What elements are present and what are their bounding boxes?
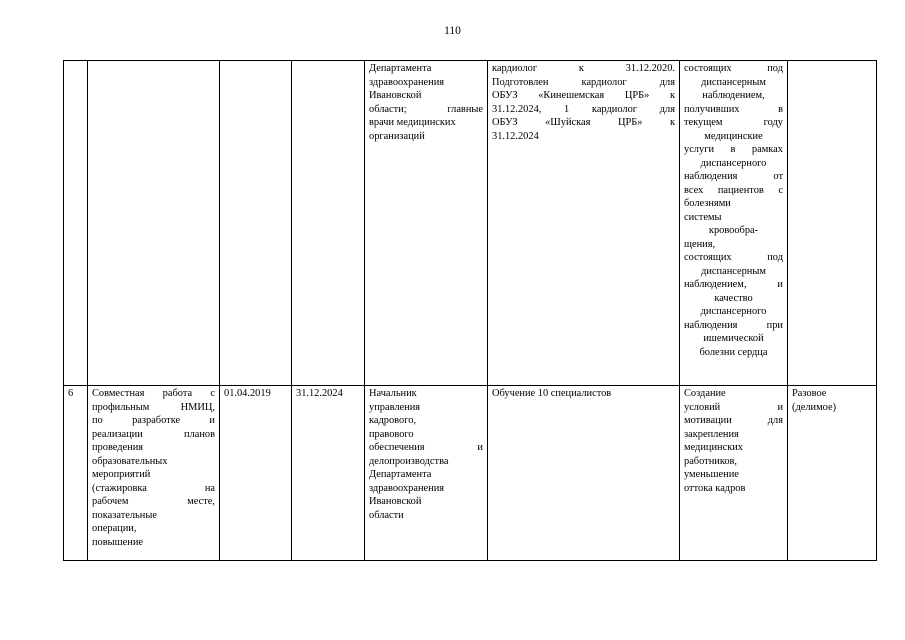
text-line: ОБУЗ «Кинешемская ЦРБ» к — [492, 90, 675, 101]
page-number: 110 — [444, 25, 461, 37]
text-line: состоящих под — [684, 63, 783, 74]
text-line: медицинских — [684, 442, 743, 453]
text-line: ОБУЗ «Шуйская ЦРБ» к — [492, 117, 675, 128]
cell-end-date — [292, 61, 365, 386]
text-line: 31.12.2024 — [492, 130, 539, 142]
cell-event — [88, 386, 220, 561]
cell-start-date: 01.04.2019 — [220, 386, 292, 561]
text-line: состоящих под — [684, 252, 783, 263]
cell-number — [64, 61, 88, 386]
text-line: получивших в — [684, 103, 783, 115]
text-line: системы — [684, 211, 722, 223]
cell-responsible — [365, 61, 488, 386]
text-line: Ивановской — [369, 496, 422, 507]
text-line: текущем году — [684, 117, 783, 128]
text-line: работников, — [684, 455, 738, 467]
text-line: делопроизводства — [369, 455, 449, 467]
text-line: повышение — [92, 536, 143, 548]
text-line: ишемической — [703, 333, 764, 344]
text-line: управления — [369, 401, 421, 413]
text-line: правового — [369, 428, 414, 440]
text-line: болезнями — [684, 198, 731, 209]
cell-event — [88, 61, 220, 386]
text-line: мероприятий — [92, 469, 151, 480]
cell-responsible — [365, 386, 488, 561]
cell-result — [488, 61, 680, 386]
text-line: качество — [714, 292, 753, 304]
text-line: Обучение 10 специалистов — [492, 388, 612, 399]
text-line: (делимое) — [792, 401, 837, 413]
text-line: щения, — [684, 238, 716, 250]
text-line: области; главные — [369, 103, 483, 115]
text-line: наблюдением, — [702, 90, 765, 101]
text-line: образовательных — [92, 455, 168, 467]
cell-number: 6 — [64, 386, 88, 561]
text-line: профильным НМИЦ, — [92, 401, 215, 413]
text-line: кардиолог к 31.12.2020. — [492, 63, 675, 74]
text-line: медицинские — [704, 130, 763, 142]
cell-end-date: 31.12.2024 — [292, 386, 365, 561]
text-line: Ивановской — [369, 90, 422, 101]
text-line: наблюдения при — [684, 319, 783, 331]
cell-result — [488, 386, 680, 561]
text-line: показательные — [92, 509, 157, 521]
text-line: Совместная работа с — [92, 388, 215, 399]
text-line: оттока кадров — [684, 482, 746, 494]
text-line: Департамента — [369, 469, 432, 480]
table-row — [64, 386, 877, 561]
cell-indicator — [680, 61, 788, 386]
text-line: закрепления — [684, 428, 739, 440]
text-line: наблюдения от — [684, 171, 783, 182]
text-line: области — [369, 509, 404, 521]
text-line: Разовое — [792, 388, 827, 399]
text-line: (стажировка на — [92, 482, 215, 494]
text-line: по разработке и — [92, 415, 215, 426]
text-line: врачи медицинских — [369, 117, 456, 128]
text-line: диспансерным — [701, 265, 766, 277]
text-line: проведения — [92, 442, 144, 453]
text-line: организаций — [369, 130, 425, 142]
text-line: всех пациентов с — [684, 184, 783, 196]
text-line: уменьшение — [684, 469, 739, 480]
text-line: обеспечения и — [369, 442, 483, 453]
text-line: здравоохранения — [369, 482, 445, 494]
text-line: диспансерным — [701, 76, 766, 88]
text-line: реализации планов — [92, 428, 215, 440]
text-line: здравоохранения — [369, 76, 445, 88]
plan-table — [63, 60, 877, 561]
text-line: услуги в рамках — [684, 144, 783, 155]
text-line: мотивации для — [684, 415, 783, 426]
text-line: диспансерного — [700, 157, 767, 169]
cell-indicator — [680, 386, 788, 561]
table-row — [64, 61, 877, 386]
cell-start-date — [220, 61, 292, 386]
text-line: операции, — [92, 523, 137, 534]
cell-type — [788, 61, 877, 386]
text-line: кровообра- — [708, 225, 759, 236]
text-line: диспансерного — [700, 306, 767, 317]
text-line: Департамента — [369, 63, 432, 74]
text-line: рабочем месте, — [92, 496, 215, 507]
text-line: Подготовлен кардиолог для — [492, 76, 675, 88]
text-line: болезни сердца — [699, 346, 768, 358]
text-line: Создание — [684, 388, 726, 399]
text-line: наблюдением, и — [684, 279, 783, 290]
text-line: условий и — [684, 401, 783, 413]
text-line: Начальник — [369, 388, 417, 399]
text-line: кадрового, — [369, 415, 417, 426]
text-line: 31.12.2024, 1 кардиолог для — [492, 103, 675, 115]
cell-type — [788, 386, 877, 561]
